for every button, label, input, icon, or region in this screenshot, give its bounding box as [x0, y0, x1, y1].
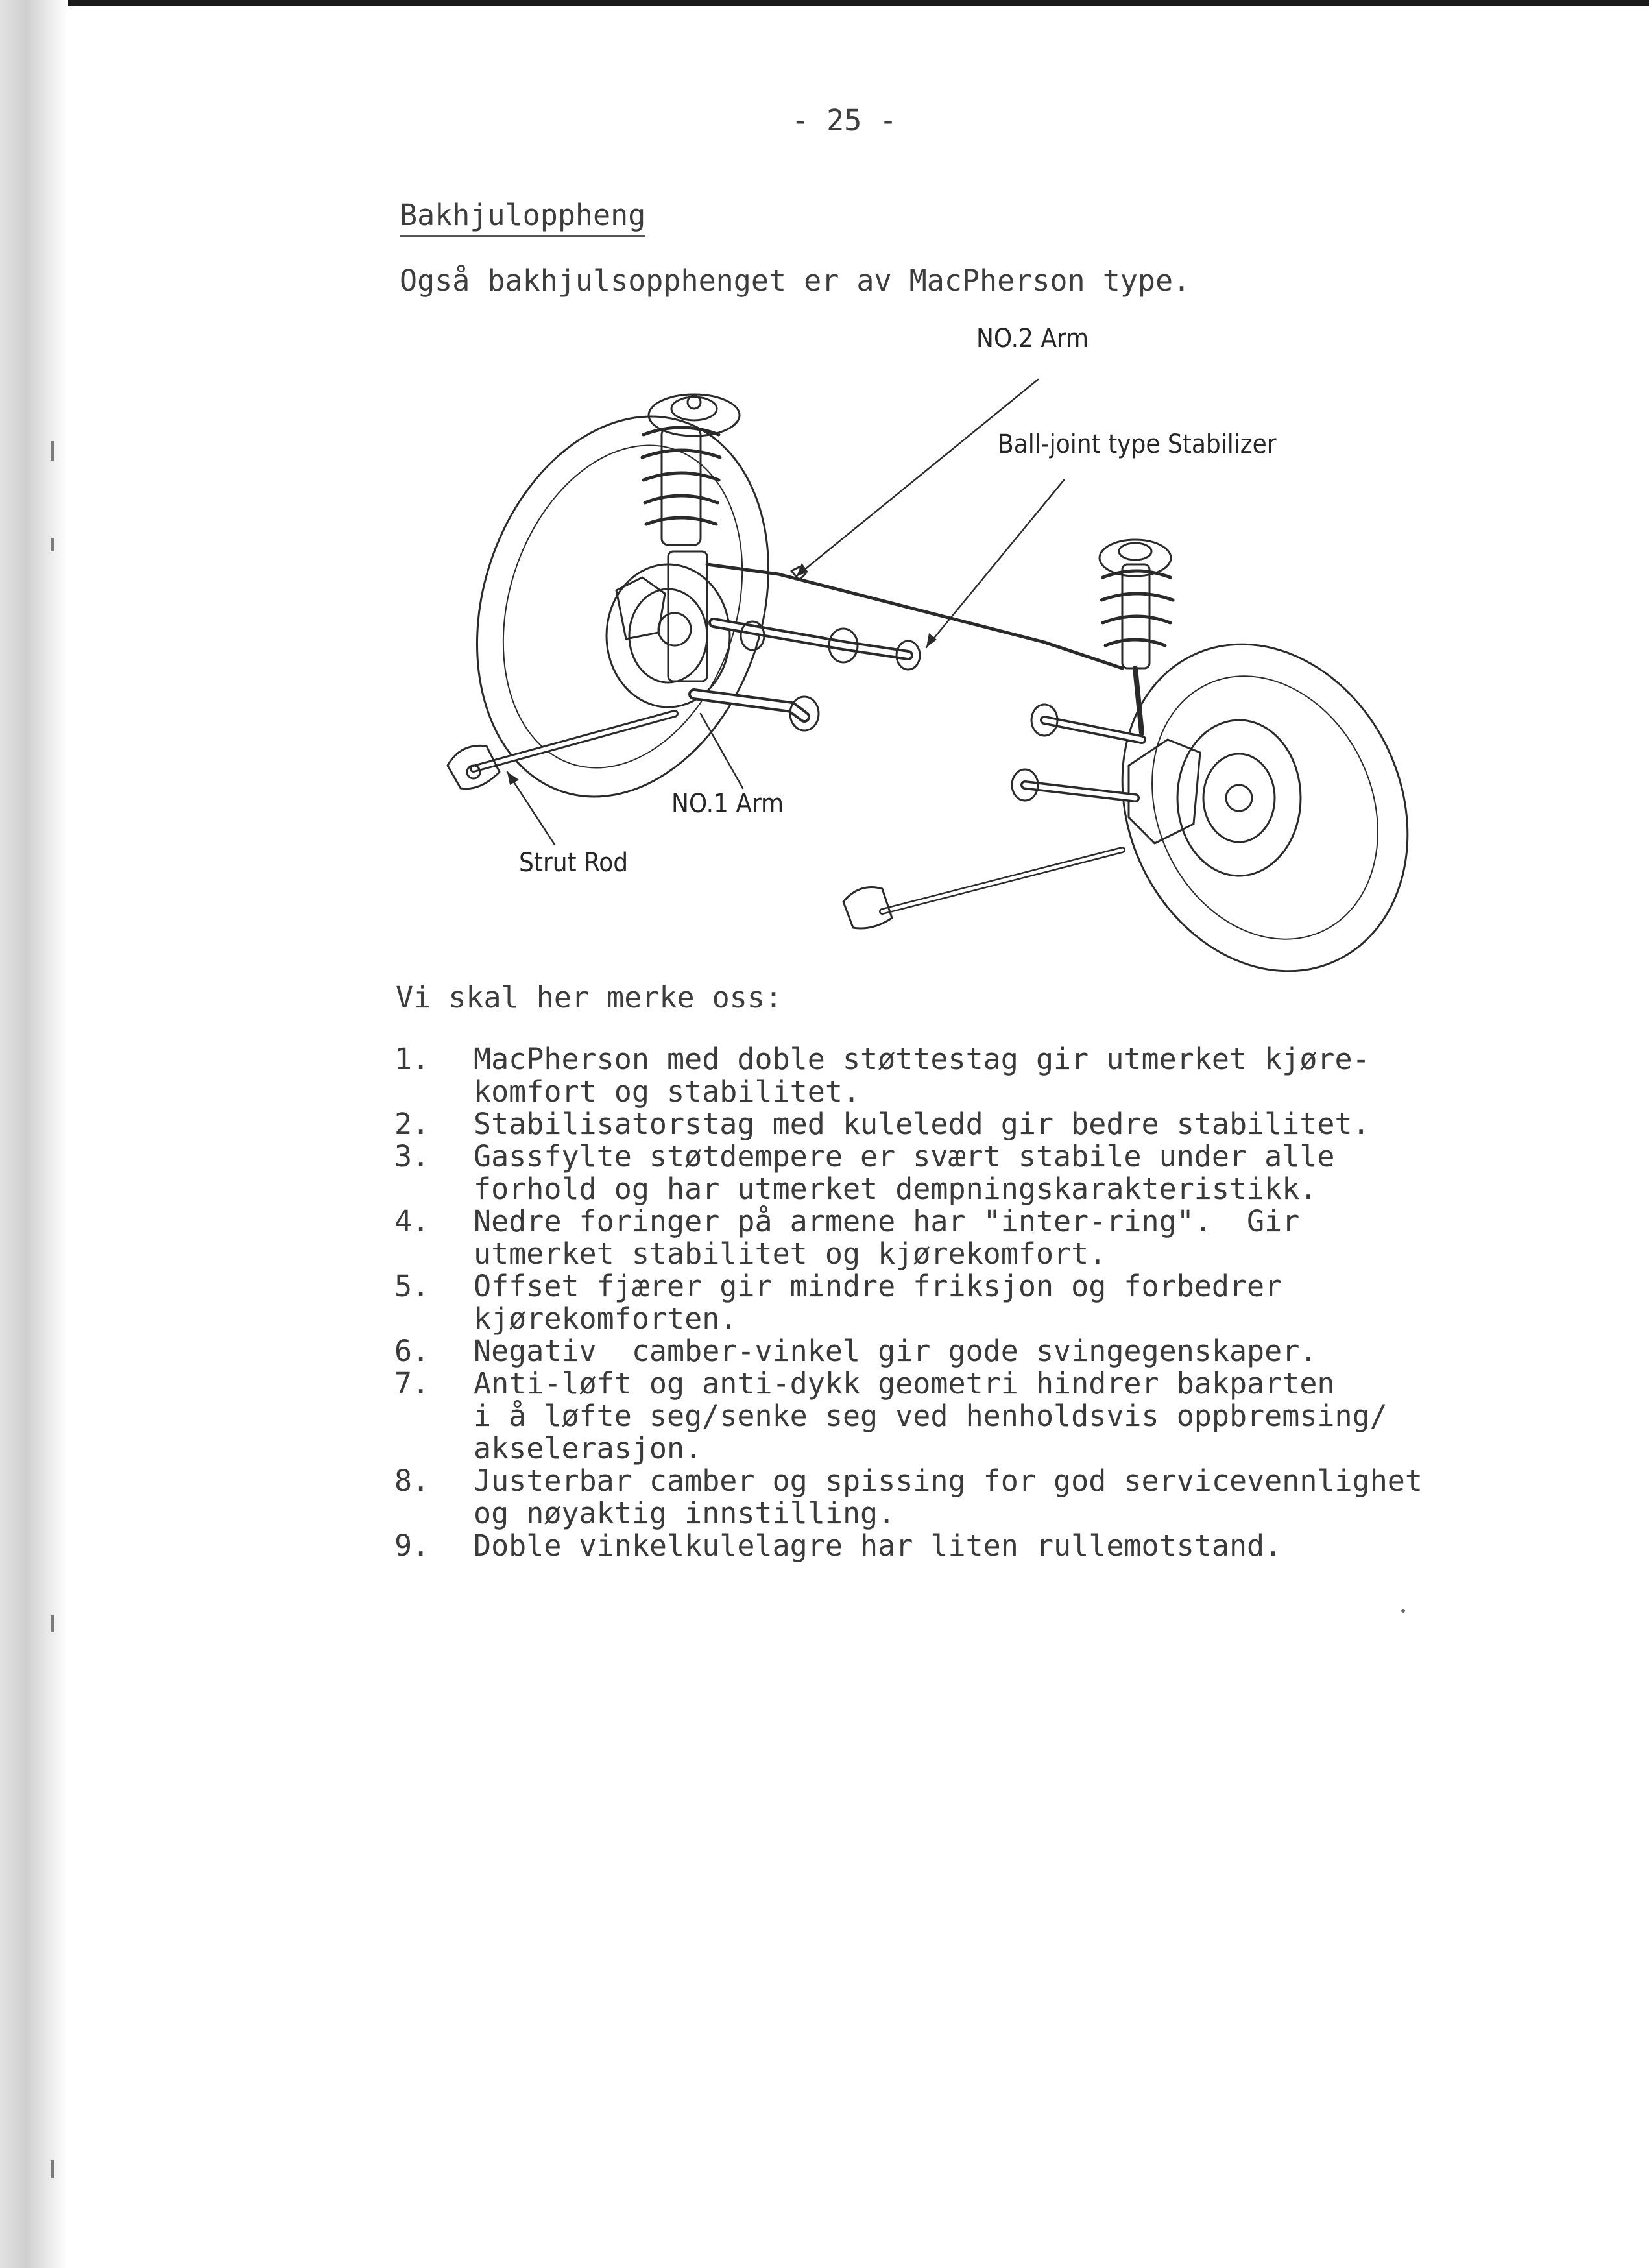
spine-mark [51, 1615, 54, 1632]
binding-spine [0, 0, 68, 2268]
list-item: 5. Offset fjærer gir mindre friksjon og forbedrer kjørekomforten. [394, 1269, 1282, 1336]
list-item: 4. Nedre foringer på armene har "inter-ring". Gir utmerket stabilitet og kjørekomfort. [394, 1204, 1300, 1271]
list-item: 9. Doble vinkelkulelagre har liten rullemotstand. [394, 1528, 1282, 1563]
list-item: 2. Stabilisatorstag med kuleledd gir bedre stabilitet. [394, 1107, 1370, 1141]
feature-list [394, 1043, 1601, 1562]
list-item: 6. Negativ camber-vinkel gir gode svingegenskaper. [394, 1334, 1318, 1368]
list-item: 1. MacPherson med doble støttestag gir utmerket kjøre- komfort og stabilitet. [394, 1042, 1370, 1109]
list-item: 7. Anti-løft og anti-dykk geometri hindrer bakparten i å løfte seg/senke seg ved henholdsvis oppbremsing/ akselerasjon. [394, 1366, 1388, 1466]
scan-speck [1401, 1609, 1405, 1613]
section-heading: Bakhjuloppheng [400, 199, 645, 237]
leader-no1-arm [701, 714, 743, 788]
label-no1-arm: NO.1 Arm [671, 789, 784, 819]
leader-strut-rod [507, 772, 555, 845]
spine-mark [51, 441, 54, 461]
label-no2-arm: NO.2 Arm [976, 324, 1089, 354]
spine-mark [51, 538, 54, 551]
spine-mark [51, 2160, 54, 2178]
list-lead: Vi skal her merke oss: [396, 980, 783, 1015]
leader-no2-arm [797, 380, 1038, 576]
stabilizer-bar [707, 564, 1122, 668]
suspension-drawing [389, 318, 1518, 973]
label-stabilizer: Ball-joint type Stabilizer [998, 429, 1277, 459]
list-item: 8. Justerbar camber og spissing for god servicevennlighet og nøyaktig innstilling. [394, 1464, 1423, 1530]
list-item: 3. Gassfylte støtdempere er svært stabile under alle forhold og har utmerket dempningskarakteristikk. [394, 1139, 1335, 1206]
label-strut-rod: Strut Rod [519, 848, 629, 878]
intro-text: Også bakhjulsopphenget er av MacPherson type. [400, 263, 1191, 298]
right-coil-spring [1101, 571, 1173, 645]
scan-top-edge [0, 0, 1649, 6]
leader-stabilizer [926, 480, 1064, 647]
left-coil-spring [642, 428, 720, 524]
rear-suspension-figure [389, 318, 1518, 973]
page-number: - 25 - [791, 103, 897, 138]
